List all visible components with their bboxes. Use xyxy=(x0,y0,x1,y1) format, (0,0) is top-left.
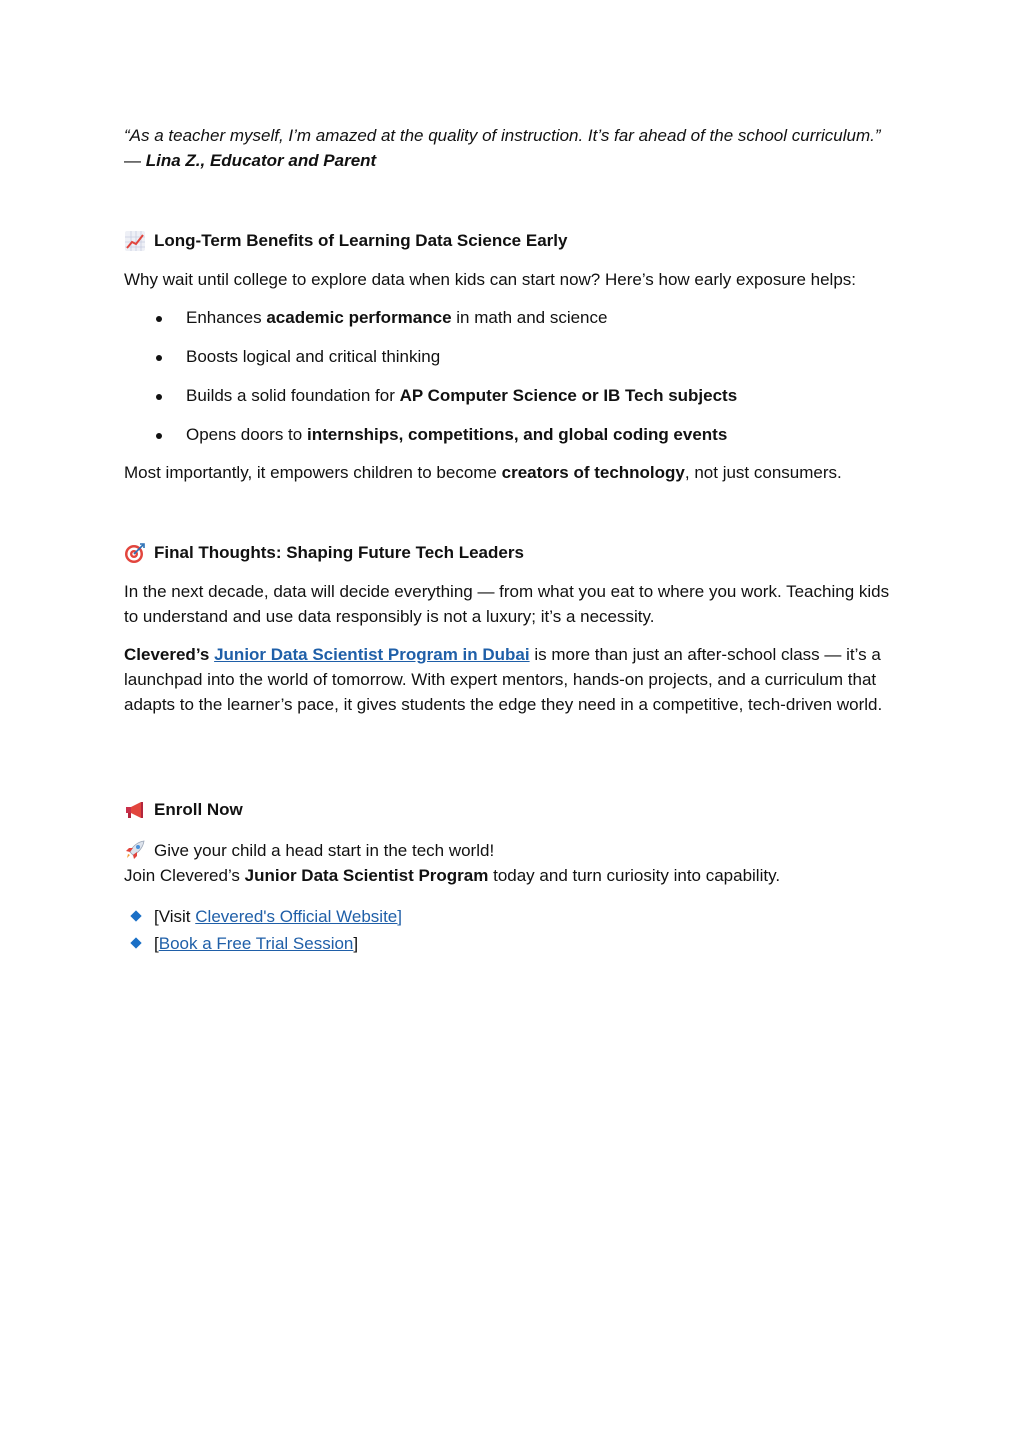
enroll-line-2: Join Clevered’s xyxy=(124,866,245,885)
enroll-text xyxy=(124,838,904,888)
chart-increasing-icon xyxy=(124,230,146,252)
enroll-line-2-end: today and turn curiosity into capability. xyxy=(488,866,781,885)
bullet xyxy=(156,433,162,439)
link-prefix: [ xyxy=(154,934,159,953)
enroll-program-name: Junior Data Scientist Program xyxy=(244,866,489,885)
program-brand: Clevered’s xyxy=(124,645,215,664)
list-item-text-end: in math and science xyxy=(451,308,608,327)
list-item-bold: AP Computer Science or IB Tech subjects xyxy=(399,386,738,405)
list-item-text: Enhances xyxy=(186,308,267,327)
testimonial xyxy=(124,123,904,173)
enroll-heading xyxy=(124,797,904,822)
bullet xyxy=(156,316,162,322)
website-link[interactable]: Clevered's Official Website] xyxy=(195,907,402,926)
rocket-icon xyxy=(124,839,146,861)
testimonial-quote: “As a teacher myself, I’m amazed at the quality of instruction. It’s far ahead of the school curriculum.” xyxy=(124,126,881,145)
closing-text-end: , not just consumers. xyxy=(684,463,842,482)
closing-bold: creators of technology xyxy=(501,463,685,482)
list-item-bold: internships, competitions, and global coding events xyxy=(306,425,728,444)
final-heading xyxy=(124,540,904,565)
benefits-intro: Why wait until college to explore data when kids can start now? Here’s how early exposure helps: xyxy=(124,270,857,289)
list-item-text: Opens doors to xyxy=(186,425,307,444)
megaphone-icon xyxy=(124,799,146,821)
benefits-closing xyxy=(124,460,904,485)
benefits-heading-text: Long-Term Benefits of Learning Data Science Early xyxy=(154,231,568,250)
list-item-bold: academic performance xyxy=(266,308,452,327)
target-icon xyxy=(124,542,146,564)
final-para-2-text: is more than just an after-school class — it’s a launchpad into the world of tomorrow. With expert mentors, hands-on projects, and a curriculum that adapts to the learner’s pace, it gives students the edge they need in a competitive, tech-driven world. xyxy=(124,645,883,714)
link-suffix: ] xyxy=(353,934,359,953)
list-item-text: Boosts logical and critical thinking xyxy=(186,347,441,366)
bullet xyxy=(156,394,162,400)
enroll-heading-text: Enroll Now xyxy=(154,800,243,819)
enroll-line-1: Give your child a head start in the tech world! xyxy=(154,841,495,860)
closing-text: Most importantly, it empowers children to become xyxy=(124,463,502,482)
final-heading-text: Final Thoughts: Shaping Future Tech Leaders xyxy=(154,543,524,562)
final-para-1: In the next decade, data will decide everything — from what you eat to where you work. Teaching kids to understand and use data responsibly is not a luxury; it’s a necessity. xyxy=(124,582,890,626)
link-prefix: [Visit xyxy=(154,907,196,926)
final-para-2 xyxy=(124,642,904,717)
list-item-text: Builds a solid foundation for xyxy=(186,386,400,405)
benefits-heading xyxy=(124,228,904,253)
bullet xyxy=(156,355,162,361)
testimonial-dash: — xyxy=(124,151,146,170)
diamond-bullet-icon xyxy=(130,910,141,921)
diamond-bullet-icon xyxy=(130,937,141,948)
program-link[interactable]: Junior Data Scientist Program in Dubai xyxy=(214,645,530,664)
free-trial-link[interactable]: Book a Free Trial Session xyxy=(158,934,354,953)
testimonial-author: Lina Z., Educator and Parent xyxy=(145,151,377,170)
